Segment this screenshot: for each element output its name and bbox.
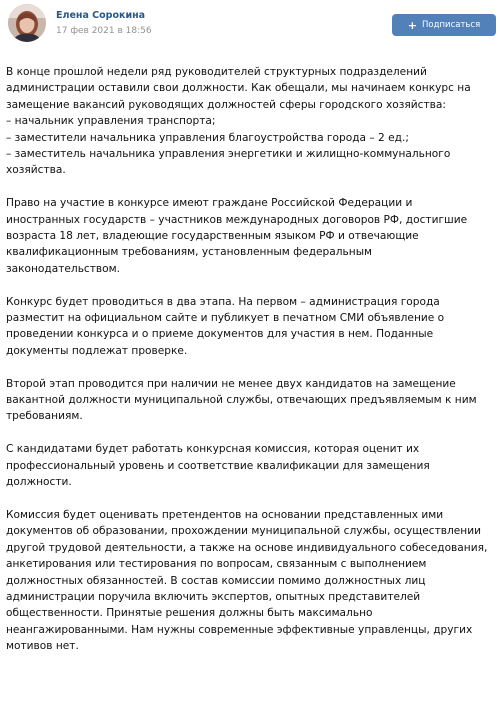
post-paragraph: С кандидатами будет работать конкурсная комиссия, которая оценит их профессиональный уровень и соответствие квалификации для замещения должности. <box>6 443 430 489</box>
post-paragraph: Второй этап проводится при наличии не менее двух кандидатов на замещение вакантной должности муниципальной службы, отвечающих предъявляемым к ним требованиям. <box>6 377 477 423</box>
post-date[interactable]: 17 фев 2021 в 18:56 <box>56 26 152 36</box>
author-avatar[interactable] <box>8 4 46 42</box>
post-paragraph: Конкурс будет проводиться в два этапа. На первом – администрация города разместит на официальном сайте и публикует в печатном СМИ объявление о проведении конкурса и о приеме документов для участия в нем. Поданные документы подлежат проверке. <box>6 295 445 357</box>
avatar-photo <box>8 4 46 42</box>
post-text <box>6 64 494 671</box>
author-name[interactable]: Елена Сорокина <box>56 10 146 21</box>
plus-icon: + <box>407 18 418 32</box>
post-header <box>0 0 500 56</box>
post-paragraph: Комиссия будет оценивать претендентов на основании представленных ими документов об образовании, прохождении муниципальной службы, осуществлении другой трудовой деятельности, а также на основе индивидуального собеседования, анкетирования или тестирования по вопросам, связанным с выполнением должностных обязанностей. В состав комиссии помимо должностных лиц администрации поручила включить экспертов, опытных представителей общественности. Принятые решения должны быть максимально неангажированными. Нам нужны современные эффективные управленцы, других мотивов нет. <box>6 508 488 653</box>
post-paragraph: Право на участие в конкурсе имеют граждане Российской Федерации и иностранных государств – участников международных договоров РФ, достигшие возраста 18 лет, владеющие государственным языком РФ и отвечающие квалификационным требованиям, установленным федеральным законодательством. <box>6 197 468 275</box>
subscribe-button-label: Подписаться <box>422 20 481 30</box>
post-paragraph: В конце прошлой недели ряд руководителей структурных подразделений администрации оставили свои должности. Как обещали, мы начинаем конкурс на замещение вакансий руководящих должностей сферы городского хозяйства: – начальник управления транспорта; – заместители начальника управления благоустройства города – 2 ед.; – заместитель начальника управления энергетики и жилищно-коммунального хозяйства. <box>6 66 471 177</box>
subscribe-button[interactable] <box>392 14 496 36</box>
